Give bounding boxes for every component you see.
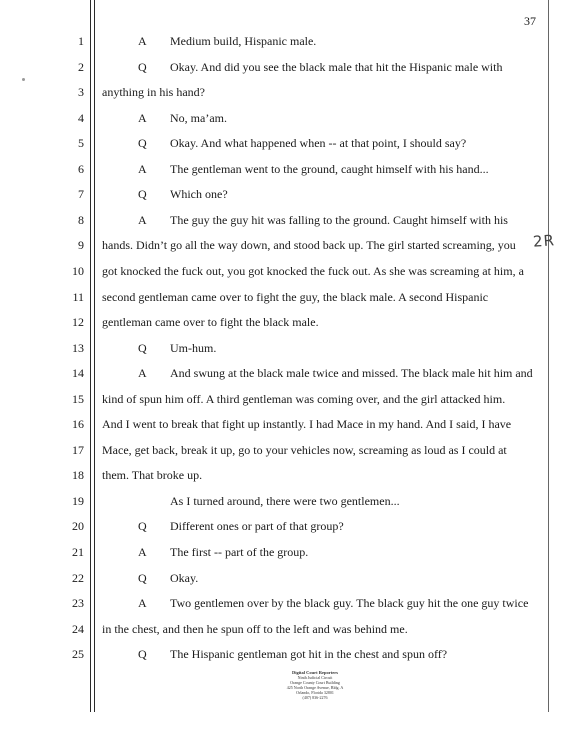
speaker-label: Q: [138, 60, 147, 74]
line-text: anything in his hand?: [102, 85, 205, 99]
line-text: As I turned around, there were two gentlemen...: [170, 494, 400, 508]
line-text: gentleman came over to fight the black male.: [102, 315, 319, 329]
line-number: 19: [72, 494, 84, 508]
line-number: 15: [72, 392, 84, 406]
line-number: 23: [72, 596, 84, 610]
footer-name: Digital Court Reporters: [292, 670, 338, 675]
margin-rule-left: [90, 0, 91, 712]
line-number: 2: [78, 60, 84, 74]
court-reporter-footer: [270, 670, 360, 700]
footer-line: Orange County Court Building: [290, 680, 340, 685]
speaker-label: Q: [138, 647, 147, 661]
margin-rule-right: [94, 0, 95, 712]
line-number: 22: [72, 571, 84, 585]
handwritten-note: 2R: [532, 231, 556, 251]
line-number: 10: [72, 264, 84, 278]
punch-mark: [22, 78, 25, 81]
speaker-label: A: [138, 366, 147, 380]
line-number: 16: [72, 417, 84, 431]
right-margin-rule: [548, 0, 549, 712]
line-number: 6: [78, 162, 84, 176]
line-text: Okay.: [170, 571, 199, 585]
line-number: 1: [78, 34, 84, 48]
line-text: The Hispanic gentleman got hit in the chest and spun off?: [170, 647, 448, 661]
line-text: Medium build, Hispanic male.: [170, 34, 317, 48]
line-text: them. That broke up.: [102, 468, 203, 482]
line-number: 7: [78, 187, 84, 201]
line-number: 12: [72, 315, 84, 329]
line-text: Okay. And did you see the black male that hit the Hispanic male with: [170, 60, 503, 74]
speaker-label: Q: [138, 341, 147, 355]
line-text: Two gentlemen over by the black guy. The black guy hit the one guy twice: [170, 596, 529, 610]
footer-line: (407) 836-2276: [302, 695, 328, 700]
speaker-label: Q: [138, 519, 147, 533]
line-number: 25: [72, 647, 84, 661]
speaker-label: A: [138, 34, 147, 48]
line-number: 14: [72, 366, 84, 380]
line-number: 17: [72, 443, 84, 457]
line-text: hands. Didn’t go all the way down, and stood back up. The girl started screaming, you: [102, 238, 516, 252]
speaker-label: Q: [138, 571, 147, 585]
line-text: second gentleman came over to fight the guy, the black male. A second Hispanic: [102, 290, 489, 304]
speaker-label: A: [138, 213, 147, 227]
line-text: Mace, get back, break it up, go to your vehicles now, screaming as loud as I could at: [102, 443, 507, 457]
line-number: 24: [72, 622, 84, 636]
line-text: The gentleman went to the ground, caught himself with his hand...: [170, 162, 489, 176]
line-number: 3: [78, 85, 84, 99]
footer-line: Ninth Judicial Circuit: [297, 675, 333, 680]
line-number: 4: [78, 111, 84, 125]
line-text: kind of spun him off. A third gentleman was coming over, and the girl attacked him.: [102, 392, 506, 406]
line-text: Which one?: [170, 187, 228, 201]
line-number: 18: [72, 468, 84, 482]
speaker-label: A: [138, 162, 147, 176]
line-text: got knocked the fuck out, you got knocked the fuck out. As she was screaming at him, a: [102, 264, 524, 278]
line-text: And swung at the black male twice and missed. The black male hit him and: [170, 366, 533, 380]
speaker-label: Q: [138, 136, 147, 150]
line-text: Um-hum.: [170, 341, 217, 355]
line-number: 13: [72, 341, 84, 355]
line-number: 20: [72, 519, 84, 533]
speaker-label: A: [138, 111, 147, 125]
page-number: 37: [524, 14, 536, 28]
line-text: The guy the guy hit was falling to the ground. Caught himself with his: [170, 213, 508, 227]
speaker-label: A: [138, 596, 147, 610]
line-number: 9: [78, 238, 84, 252]
line-text: Okay. And what happened when -- at that point, I should say?: [170, 136, 467, 150]
line-number: 21: [72, 545, 84, 559]
line-text: The first -- part of the group.: [170, 545, 309, 559]
line-text: in the chest, and then he spun off to the left and was behind me.: [102, 622, 408, 636]
speaker-label: Q: [138, 187, 147, 201]
line-text: And I went to break that fight up instantly. I had Mace in my hand. And I said, I have: [102, 417, 512, 431]
line-number: 11: [72, 290, 84, 304]
line-text: No, ma’am.: [170, 111, 227, 125]
line-number: 5: [78, 136, 84, 150]
speaker-label: A: [138, 545, 147, 559]
footer-line: Orlando, Florida 32801: [296, 690, 334, 695]
line-number: 8: [78, 213, 84, 227]
footer-line: 425 North Orange Avenue, Bldg. A: [286, 685, 344, 690]
line-text: Different ones or part of that group?: [170, 519, 344, 533]
